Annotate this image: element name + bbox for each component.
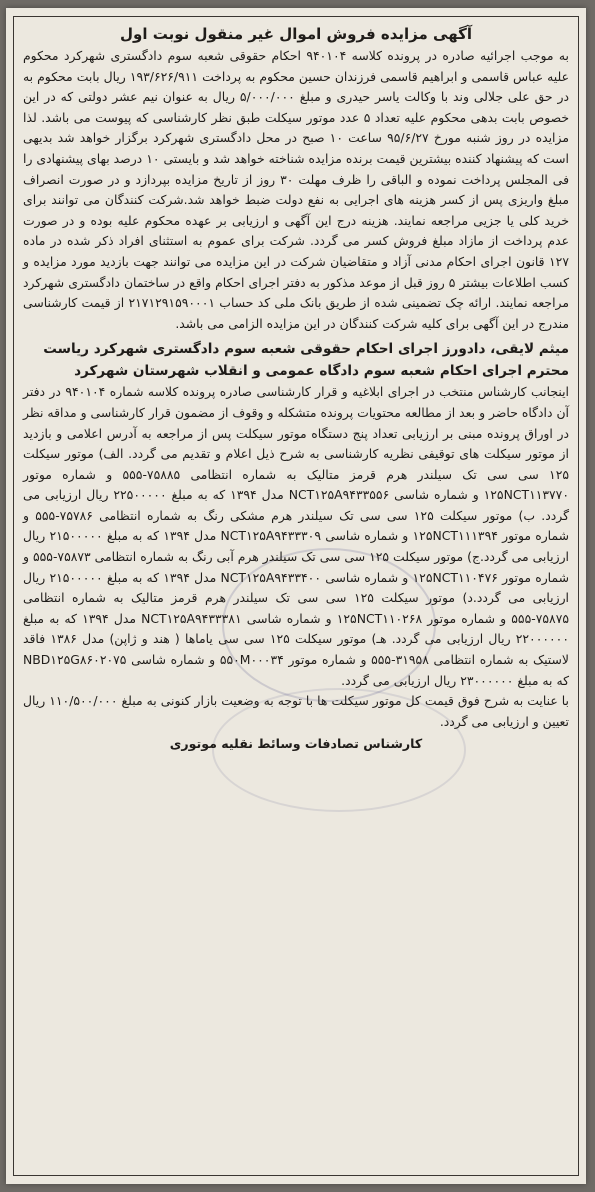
notice-title: آگهی مزایده فروش اموال غیر منقول نوبت اول xyxy=(120,25,472,43)
notice-paragraph-auction: به موجب اجرائیه صادره در پرونده کلاسه ۹۴۰۱۰۴ احکام حقوقی شعبه سوم دادگستری شهرکرد محکوم علیه عباس قاسمی و ابراهیم قاسمی فرزندان حسین محکوم به پرداخت ۱۹۳/۶۲۶/۹۱۱ ریال بابت محکوم به در حق علی جلالی وند با وکالت یاسر حیدری و مبلغ ۵/۰۰۰/۰۰۰ ریال به عنوان نیم عشر دولتی که در این خصوص بابت بدهی محکوم علیه تعداد ۵ عدد موتور سیکلت طبق نظر کارشناسی که پیوست می باشد. لذا مزایده در روز شنبه مورخ ۹۵/۶/۲۷ ساعت ۱۰ صبح در محل دادگستری شهرکرد برگزار خواهد شد بدیهی است که پیشنهاد کننده بیشترین قیمت برنده مزایده شناخته خواهد شد و بایستی ۱۰ درصد بهای پیشنهادی را فی المجلس پرداخت نموده و الباقی را ظرف مهلت ۳۰ روز از تاریخ مزایده بپردازد و در صورت انصراف مبلغ واریزی پس از کسر هزینه های اجرایی به نفع دولت ضبط خواهد شد.شرکت کنندگان می توانند برای خرید کلی یا جزیی مراجعه نمایند. هزینه درج این آگهی و ارزیابی بر عهده محکوم علیه بوده و در صورت عدم پرداخت از مازاد مبلغ فروش کسر می گردد. شرکت برای عموم به استثنای افراد ذکر شده در ماده ۱۲۷ قانون اجرای احکام مدنی آزاد و متقاضیان شرکت در این مزایده می توانند جهت بازدید مورد مزایده و کسب اطلاعات بیشتر ۵ روز قبل از موعد مذکور به دفتر اجرای احکام واقع در ساختمان دادگستری شهرکرد مراجعه نمایند. ارائه چک تضمینی شده از طریق بانک ملی کد حساب ۲۱۷۱۲۹۱۵۹۰۰۰۱ از قیمت کارشناسی مندرج در این آگهی برای کلیه شرکت کنندگان در این مزایده الزامی می باشد. xyxy=(23,48,570,331)
officer-heading: میثم لایقی، دادورز اجرای احکام حقوقی شعبه سوم دادگستری شهرکرد ریاست محترم اجرای احکام شعبه سوم دادگاه عمومی و انقلاب شهرستان شهرکرد xyxy=(43,341,569,380)
total-valuation-paragraph: با عنایت به شرح فوق قیمت کل موتور سیکلت ها با توجه به وضعیت بازار کنونی به مبلغ ۱۱۰/۵۰۰/۰۰۰ ریال تعیین و ارزیابی می گردد. xyxy=(23,693,569,729)
notice-frame xyxy=(13,16,579,1176)
expert-signature: کارشناس تصادفات وسائط نقلیه موتوری xyxy=(169,736,423,752)
expert-report-paragraph: اینجانب کارشناس منتخب در اجرای ابلاغیه و قرار کارشناسی صادره پرونده کلاسه شماره ۹۴۰۱۰۴ در دفتر آن دادگاه حاضر و بعد از مطالعه محتویات پرونده متشکله و وقوف از مضمون قرار کارشناسی و مداقه نظر در اوراق پرونده مبنی بر ارزیابی تعداد پنج دستگاه موتور سیکلت پس از مراجعه به آدرس اعلامی و بازدید از موتور سیکلت های توقیفی نظریه کارشناسی به شرح ذیل اعلام و تقدیم می گردد. الف) موتور سیکلت ۱۲۵ سی سی تک سیلندر هرم قرمز متالیک به شماره انتظامی ۷۵۸۸۵-۵۵۵ و شماره موتور ۱۲۵NCT۱۱۳۷۷۰ و شماره شاسی NCT۱۲۵A۹۴۳۳۵۵۶ مدل ۱۳۹۴ که به مبلغ ۲۲۵۰۰۰۰۰ ریال ارزیابی می گردد. ب) موتور سیکلت ۱۲۵ سی سی تک سیلندر هرم مشکی رنگ به شماره انتظامی ۷۵۷۸۶-۵۵۵ و شماره موتور ۱۲۵NCT۱۱۱۳۹۴ و شماره شاسی NCT۱۲۵A۹۴۳۳۳۰۹ مدل ۱۳۹۴ که به مبلغ ۲۱۵۰۰۰۰۰ ریال ارزیابی می گردد.ج) موتور سیکلت ۱۲۵ سی سی تک سیلندر هرم آبی رنگ به شماره انتظامی ۷۵۸۷۳-۵۵۵ و شماره موتور ۱۲۵NCT۱۱۰۴۷۶ و شماره شاسی NCT۱۲۵A۹۴۳۳۴۰۰ مدل ۱۳۹۴ که به مبلغ ۲۱۵۰۰۰۰۰ ریال ارزیابی می گردد.د) موتور سیکلت ۱۲۵ سی سی تک سیلندر هرم قرمز متالیک به شماره انتظامی ۷۵۸۷۵-۵۵۵ و شماره موتور ۱۲۵NCT۱۱۰۲۶۸ و شماره شاسی NCT۱۲۵A۹۴۳۳۳۸۱ مدل ۱۳۹۴ که به مبلغ ۲۲۰۰۰۰۰۰ ریال ارزیابی می گردد. هـ) موتور سیکلت ۱۲۵ سی سی یاماها ( هند و ژاپن) مدل ۱۳۸۶ فاقد لاستیک به شماره انتظامی ۳۱۹۵۸-۵۵۵ و شماره موتور ۵۵۰M۰۰۰۳۴ و شماره شاسی NBD۱۲۵G۸۶۰۲۰۷۵ که به مبلغ ۲۳۰۰۰۰۰۰ ریال ارزیابی می گردد. xyxy=(23,384,570,688)
newspaper-clipping xyxy=(6,8,586,1184)
